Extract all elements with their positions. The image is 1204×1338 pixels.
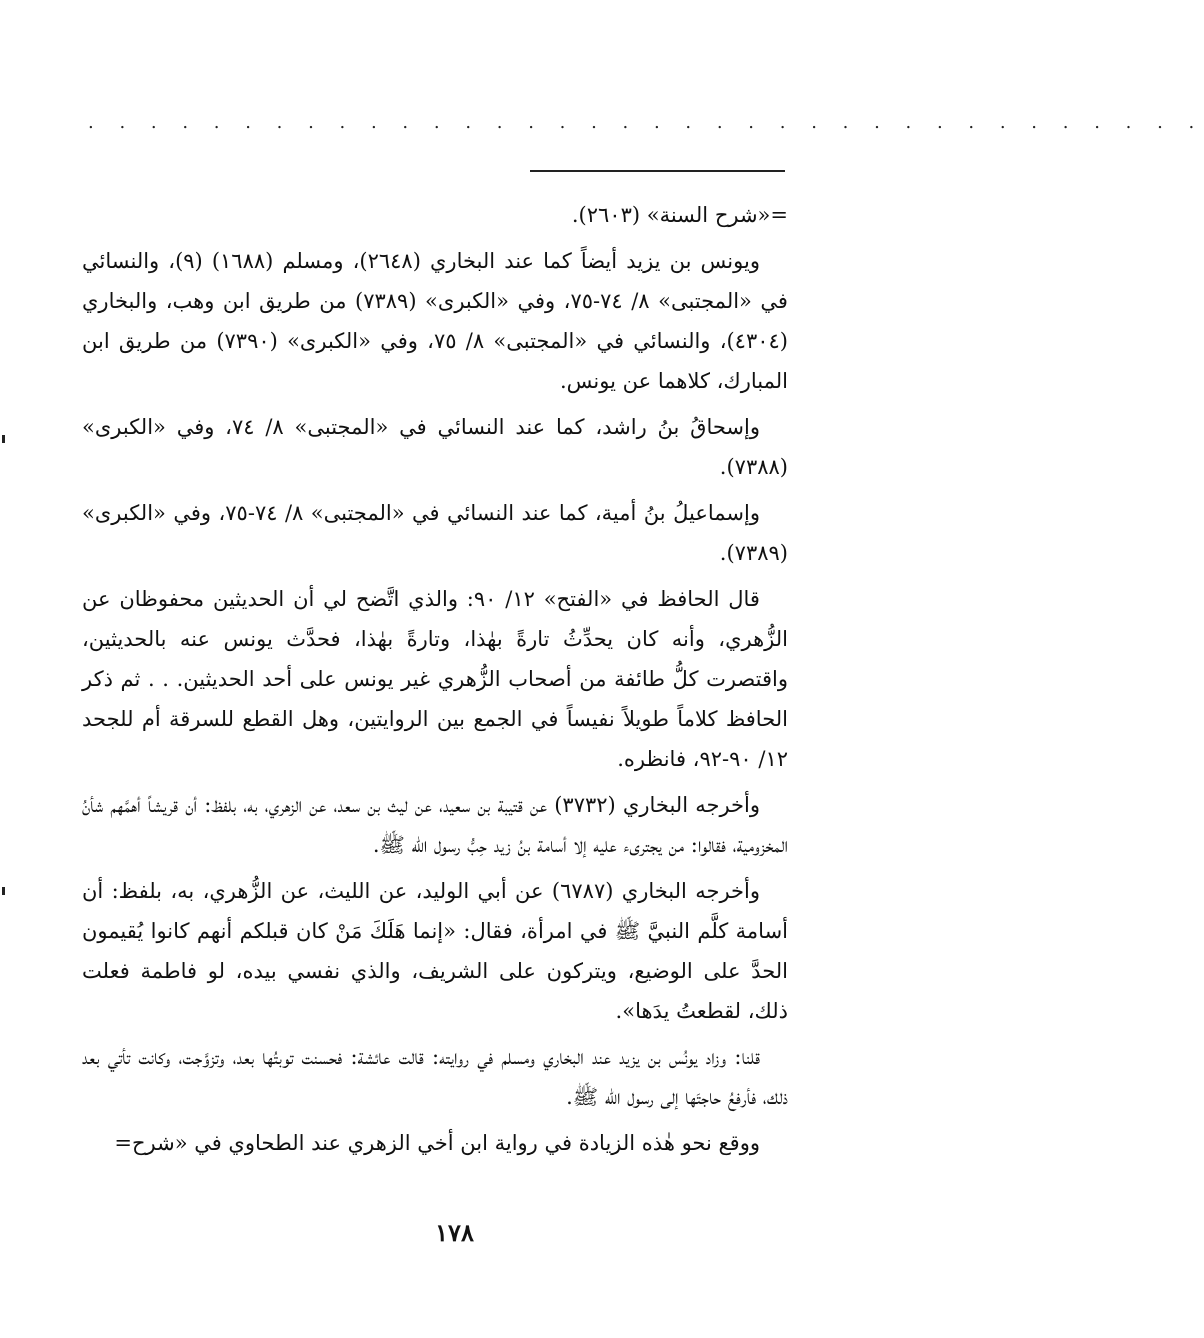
paragraph-4: وإسماعيلُ بنُ أمية، كما عند النسائي في «المجتبى» ٨/ ٧٤-٧٥، وفي «الكبرى» (٧٣٨٩). <box>82 501 788 565</box>
footnote-text <box>82 195 788 1169</box>
margin-mark <box>2 435 5 443</box>
paragraph-2: ويونس بن يزيد أيضاً كما عند البخاري (٢٦٤٨)، ومسلم (١٦٨٨) (٩)، والنسائي في «المجتبى» ٨/ ٧٤-٧٥، وفي «الكبرى» (٧٣٨٩) من طريق ابن وهب، والبخاري (٤٣٠٤)، والنسائي في «المجتبى» ٨/ ٧٥، وفي «الكبرى» (٧٣٩٠) من طريق ابن المبارك، كلاهما عن يونس. <box>82 249 788 393</box>
page-number: ١٧٨ <box>435 1218 474 1247</box>
paragraph-8: قلنا: وزاد يونُس بن يزيد عند البخاري ومسلم في روايته: قالت عائشة: فحسنت توبتُها بعد، وتزوَّجت، وكانت تأتي بعد ذلك، فأرفعُ حاجتَها إلى رسول الله ﷺ. <box>82 1045 788 1109</box>
margin-mark <box>2 887 5 895</box>
paragraph-5: قال الحافظ في «الفتح» ١٢/ ٩٠: والذي اتَّضح لي أن الحديثين محفوظان عن الزُّهري، وأنه كان يحدِّثُ تارةً بهٰذا، وتارةً بهٰذا، فحدَّث يونس عنه بالحديثين، واقتصرت كلُّ طائفة من أصحاب الزُّهري غير يونس على أحد الحديثين. . . ثم ذكر الحافظ كلاماً طويلاً نفيساً في الجمع بين الروايتين، وهل القطع للسرقة أم للجحد ١٢/ ٩٠-٩٢، فانظره. <box>82 587 788 771</box>
footnote-rule <box>530 170 785 172</box>
paragraph-6: وأخرجه البخاري (٣٧٣٢) عن قتيبة بن سعيد، عن ليث بن سعد، عن الزهري، به، بلفظ: أن قريشاً أهمَّهم شأنُ المخزومية، فقالوا: من يجترىء عليه إلا أسامة بنُ زيد حِبُّ رسول الله ﷺ. <box>82 793 788 857</box>
paragraph-9: ووقع نحو هٰذه الزيادة في رواية ابن أخي الزهري عند الطحاوي في «شرح= <box>114 1131 760 1155</box>
paragraph-3: وإسحاقُ بنُ راشد، كما عند النسائي في «المجتبى» ٨/ ٧٤، وفي «الكبرى» (٧٣٨٨). <box>82 415 788 479</box>
paragraph-7: وأخرجه البخاري (٦٧٨٧) عن أبي الوليد، عن الليث، عن الزُّهري، به، بلفظ: أن أسامة كلَّم النبيَّ ﷺ في امرأة، فقال: «إنما هَلَكَ مَنْ كان قبلكم أنهم كانوا يُقيمون الحدَّ على الوضيع، ويتركون على الشريف، والذي نفسي بيده، لو فاطمة فعلت ذلك، لقطعتُ يدَها». <box>82 879 788 1023</box>
separator-dots: . . . . . . . . . . . . . . . . . . . . . . . . . . . . . . . . . . . . <box>88 112 1204 133</box>
paragraph-1: =«شرح السنة» (٢٦٠٣). <box>571 203 788 227</box>
